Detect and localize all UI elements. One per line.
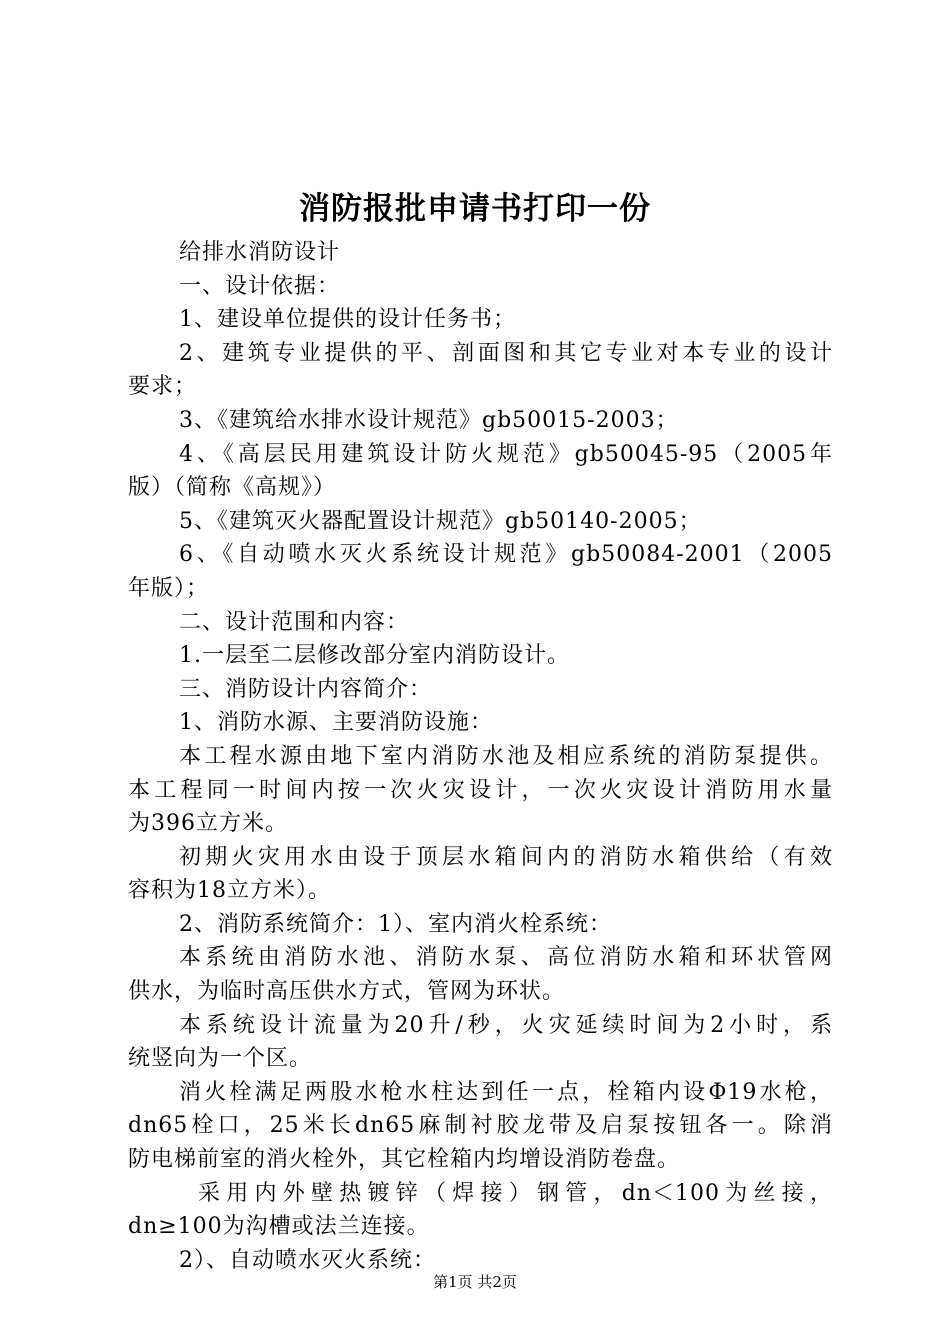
paragraph-line: 本系统设计流量为20升/秒，火灾延续时间为2小时，系	[179, 1012, 833, 1038]
paragraph-line: dn≥100为沟槽或法兰连接。	[128, 1214, 430, 1240]
document-title: 消防报批申请书打印一份	[299, 191, 651, 227]
paragraph-line: 6、《自动喷水灭火系统设计规范》gb50084-2001（2005	[179, 542, 833, 568]
paragraph-line: 5、《建筑灭火器配置设计规范》gb50140-2005；	[179, 508, 702, 534]
paragraph-line: 本系统由消防水池、消防水泵、高位消防水箱和环状管网	[179, 945, 833, 971]
paragraph-line: 2、消防系统简介：1）、室内消火栓系统：	[179, 911, 612, 937]
paragraph-line: 本工程水源由地下室内消防水池及相应系统的消防泵提供。	[179, 743, 833, 769]
paragraph-line: dn65栓口，25米长dn65麻制衬胶龙带及启泵按钮各一。除消	[128, 1113, 833, 1139]
paragraph-line: 统竖向为一个区。	[128, 1046, 313, 1072]
paragraph-line: 采用内外壁热镀锌（焊接）钢管，dn＜100为丝接，	[198, 1180, 833, 1206]
paragraph-line: 给排水消防设计	[179, 240, 341, 265]
paragraph-line: 本工程同一时间内按一次火灾设计，一次火灾设计消防用水量	[128, 777, 833, 803]
paragraph-line: 1、建设单位提供的设计任务书；	[179, 307, 516, 333]
paragraph-line: 三、消防设计内容简介：	[179, 676, 433, 702]
paragraph-line: 2、建筑专业提供的平、剖面图和其它专业对本专业的设计	[179, 340, 833, 366]
paragraph-line: 消火栓满足两股水枪水柱达到任一点，栓箱内设Φ19水枪，	[179, 1079, 833, 1105]
paragraph-line: 3、《建筑给水排水设计规范》gb50015-2003；	[179, 407, 679, 433]
page-footer: 第1页 共2页	[433, 1273, 517, 1291]
paragraph-line: 为396立方米。	[128, 811, 288, 837]
paragraph-line: 容积为18立方米）。	[128, 878, 331, 904]
paragraph-line: 供水，为临时高压供水方式，管网为环状。	[128, 979, 566, 1005]
paragraph-line: 4、《高层民用建筑设计防火规范》gb50045-95（2005年	[179, 441, 833, 467]
paragraph-line: 2）、自动喷水灭火系统：	[179, 1247, 436, 1273]
paragraph-line: 防电梯前室的消火栓外，其它栓箱内均增设消防卷盘。	[128, 1147, 681, 1173]
paragraph-line: 一、设计依据：	[179, 273, 341, 299]
paragraph-line: 初期火灾用水由设于顶层水箱间内的消防水箱供给（有效	[179, 844, 833, 870]
paragraph-line: 年版）；	[128, 575, 210, 601]
document-body	[128, 236, 833, 1277]
paragraph-line: 版）（简称《高规》）	[128, 475, 337, 501]
paragraph-line: 要求；	[128, 374, 198, 400]
paragraph-line: 1.一层至二层修改部分室内消防设计。	[179, 643, 570, 669]
paragraph-line: 1、消防水源、主要消防设施：	[179, 710, 493, 736]
paragraph-line: 二、设计范围和内容：	[179, 609, 410, 635]
